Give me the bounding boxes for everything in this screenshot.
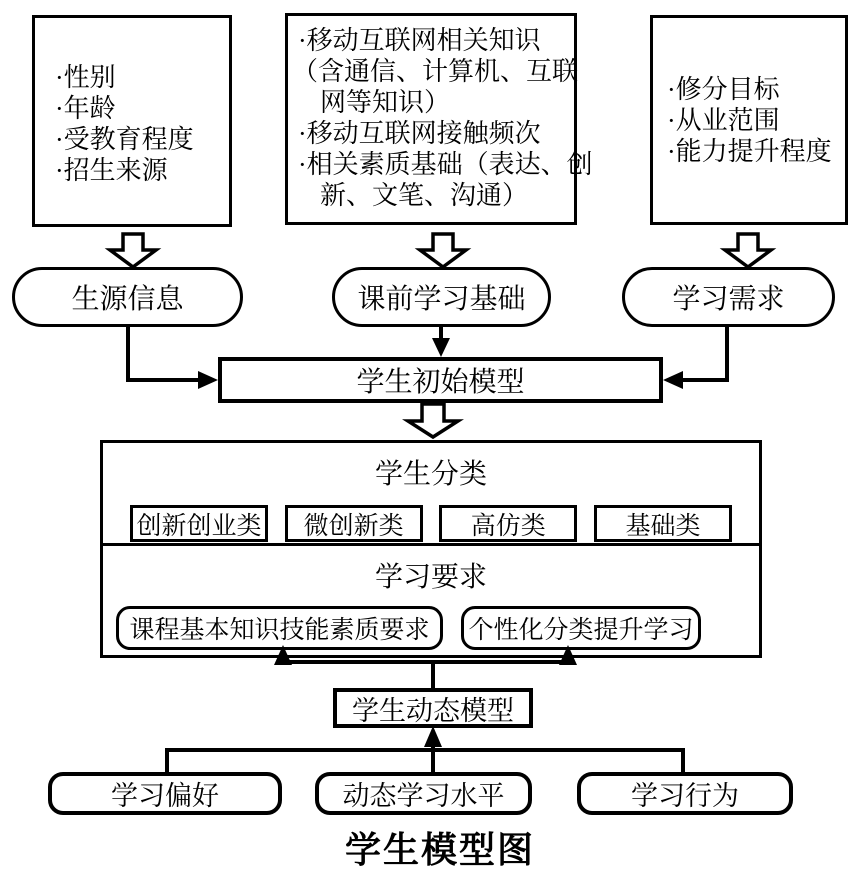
classification-section [100,440,762,546]
attribute-box-source-info [32,15,232,227]
oval-source-info [12,267,243,327]
requirement-box-basic [116,606,443,650]
arrowhead-down-icon [432,338,450,357]
attribute-item: 新、文笔、沟通） [320,181,529,210]
attribute-item: （含通信、计算机、互联 [292,57,579,86]
category-box: 基础类 [594,505,732,542]
arrow-connector [128,327,200,380]
dynamic-model-box [333,688,533,728]
input-label: 动态学习水平 [342,781,505,811]
requirement-label: 课程基本知识技能素质要求 [129,617,430,644]
initial-model-box [218,357,663,403]
input-label: 学习行为 [631,781,739,811]
category-row [103,505,759,542]
requirement-box-personalized [461,606,701,650]
attribute-box-pre-class-basis [285,13,593,225]
input-box-dynamic-learning-level [315,772,532,815]
category-box: 创新创业类 [130,505,268,542]
category-box: 高仿类 [439,505,577,542]
block-arrow-down-icon [420,234,466,267]
attribute-item: 网等知识） [320,88,451,117]
attribute-item: ·性别 [55,63,116,92]
category-box: 微创新类 [285,505,423,542]
initial-model-label: 学生初始模型 [356,367,525,398]
attribute-item: ·相关素质基础（表达、创 [298,150,593,179]
oval-label: 学习需求 [672,284,785,315]
attribute-item: ·从业范围 [667,106,780,135]
requirement-label: 个性化分类提升学习 [468,617,694,644]
attribute-item: ·修分目标 [667,75,780,104]
attribute-item: ·受教育程度 [55,125,194,154]
input-label: 学习偏好 [111,781,219,811]
requirements-title: 学习要求 [374,562,487,593]
attribute-item: ·移动互联网相关知识 [298,26,541,55]
input-box-learning-behavior [577,772,793,815]
attribute-item: ·移动互联网接触频次 [298,119,541,148]
input-box-learning-preference [48,772,282,815]
arrowhead-up-icon [424,726,442,747]
attribute-box-learning-needs [650,15,848,225]
requirements-section [100,543,762,658]
arrow-connector [681,327,727,380]
oval-pre-class-basis [332,267,551,327]
classification-title: 学生分类 [374,459,487,490]
oval-label: 课前学习基础 [357,284,526,315]
attribute-item: ·年龄 [55,94,116,123]
arrowhead-left-icon [663,371,683,389]
block-arrow-down-icon [110,234,156,267]
oval-label: 生源信息 [71,284,184,315]
block-arrow-down-icon [725,234,771,267]
arrowhead-right-icon [198,371,218,389]
attribute-item: ·招生来源 [55,156,168,185]
dynamic-model-label: 学生动态模型 [352,695,514,726]
figure-title: 学生模型图 [344,829,535,870]
oval-learning-needs [622,267,835,327]
attribute-item: ·能力提升程度 [667,137,832,166]
block-arrow-down-icon [408,404,458,437]
